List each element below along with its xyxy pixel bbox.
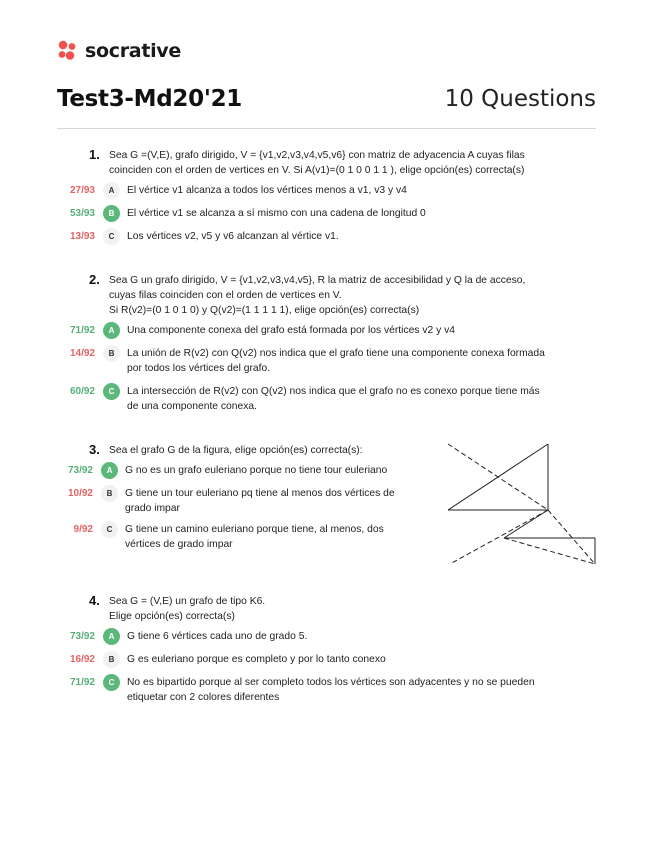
question-2 [0, 273, 654, 414]
option-score: 60/92 [69, 386, 95, 397]
answer-option-c [0, 675, 654, 705]
question-text-line: coinciden con el orden de vertices en V. Si A(v1)=(0 1 0 0 1 1 ), elige opción(es) correcta(s) [109, 165, 525, 176]
option-letter-badge-correct: C [103, 383, 120, 400]
brand-name: socrative [85, 40, 181, 62]
option-text: G es euleriano porque es completo y por lo tanto conexo [127, 654, 386, 665]
answer-option-a [0, 323, 654, 338]
option-text: por todos los vértices del grafo. [127, 363, 271, 374]
option-score: 9/92 [73, 524, 93, 535]
option-score: 71/92 [69, 677, 95, 688]
page-title: Test3-Md20'21 [57, 86, 242, 112]
option-text: No es bipartido porque al ser completo todos los vértices son adyacentes y no se pueden [127, 677, 535, 688]
option-letter-badge-correct: C [103, 674, 120, 691]
question-text-line: Sea G =(V,E), grafo dirigido, V = {v1,v2,v3,v4,v5,v6} con matriz de adyacencia A cuyas filas [109, 150, 525, 161]
graph-figure [440, 436, 605, 568]
option-text: El vértice v1 alcanza a todos los vértices menos a v1, v3 y v4 [127, 185, 407, 196]
answer-option-a [0, 629, 654, 644]
option-text: G tiene 6 vértices cada uno de grado 5. [127, 631, 308, 642]
option-text: Los vértices v2, v5 y v6 alcanzan al vértice v1. [127, 231, 339, 242]
option-text: vértices de grado impar [125, 539, 233, 550]
question-number: 3. [89, 442, 100, 457]
question-number: 4. [89, 593, 100, 608]
option-text: G tiene un camino euleriano porque tiene, al menos, dos [125, 524, 384, 535]
option-letter-badge: C [101, 521, 118, 538]
option-score: 16/92 [69, 654, 95, 665]
option-text: de una componente conexa. [127, 401, 257, 412]
question-text-line: Sea G un grafo dirigido, V = {v1,v2,v3,v4,v5}, R la matriz de accesibilidad y Q la de acceso, [109, 275, 526, 286]
option-text: etiquetar con 2 colores diferentes [127, 692, 280, 703]
option-text: La unión de R(v2) con Q(v2) nos indica que el grafo tiene una componente conexa formada [127, 348, 545, 359]
question-text-line: Sea G = (V,E) un grafo de tipo K6. [109, 596, 266, 607]
option-letter-badge-correct: A [103, 322, 120, 339]
question-text-line: cuyas filas coinciden con el orden de vertices en V. [109, 290, 342, 301]
option-score: 27/93 [69, 185, 95, 196]
answer-option-b [0, 206, 654, 221]
option-score: 53/93 [69, 208, 95, 219]
question-number: 1. [89, 147, 100, 162]
question-1 [0, 148, 654, 244]
option-score: 10/92 [67, 488, 93, 499]
graph-edge [504, 510, 548, 538]
option-text: G no es un grafo euleriano porque no tiene tour euleriano [125, 465, 388, 476]
option-letter-badge: B [103, 345, 120, 362]
graph-edge [450, 510, 548, 564]
option-score: 73/92 [67, 465, 93, 476]
option-letter-badge-correct: A [103, 628, 120, 645]
option-text: grado impar [125, 503, 180, 514]
option-score: 14/92 [69, 348, 95, 359]
option-letter-badge: B [103, 651, 120, 668]
question-text-line: Elige opción(es) correcta(s) [109, 611, 235, 622]
question-header [0, 594, 654, 624]
header-divider [57, 128, 596, 129]
question-4 [0, 594, 654, 705]
option-text: Una componente conexa del grafo está formada por los vértices v2 y v4 [127, 325, 455, 336]
answer-option-c [0, 384, 654, 414]
answer-option-b [0, 346, 654, 376]
question-count: 10 Questions [444, 86, 596, 112]
socrative-logo-icon [57, 40, 79, 62]
option-text: G tiene un tour euleriano pq tiene al menos dos vértices de [125, 488, 395, 499]
option-letter-badge-correct: A [101, 462, 118, 479]
graph-edge [548, 510, 595, 564]
option-score: 13/93 [69, 231, 95, 242]
question-text-line: Sea el grafo G de la figura, elige opción(es) correcta(s): [109, 445, 363, 456]
option-letter-badge: A [103, 182, 120, 199]
option-text: La intersección de R(v2) con Q(v2) nos indica que el grafo no es conexo porque tiene más [127, 386, 540, 397]
answer-option-b [0, 652, 654, 667]
option-letter-badge: B [101, 485, 118, 502]
question-header [0, 148, 654, 178]
question-text-line: Si R(v2)=(0 1 0 1 0) y Q(v2)=(1 1 1 1 1), elige opción(es) correcta(s) [109, 305, 420, 316]
option-score: 71/92 [69, 325, 95, 336]
option-text: El vértice v1 se alcanza a sí mismo con una cadena de longitud 0 [127, 208, 426, 219]
graph-edge [504, 538, 595, 564]
option-letter-badge: C [103, 228, 120, 245]
option-letter-badge-correct: B [103, 205, 120, 222]
socrative-logo [57, 38, 181, 64]
answer-option-c [0, 229, 654, 244]
question-header [0, 273, 654, 318]
answer-option-a [0, 183, 654, 198]
question-number: 2. [89, 272, 100, 287]
option-score: 73/92 [69, 631, 95, 642]
